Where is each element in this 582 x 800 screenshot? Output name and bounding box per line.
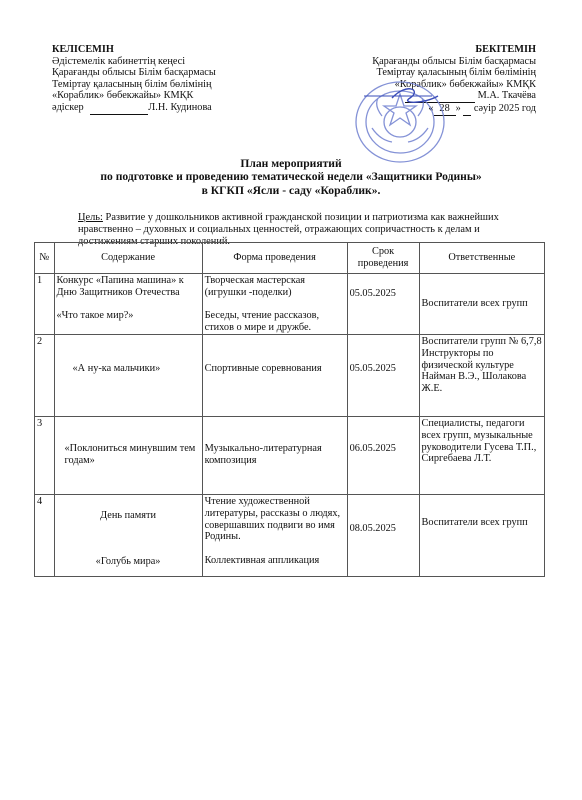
left-methodist-name: Л.Н. Кудинова xyxy=(148,101,212,113)
goal-label: Цель: xyxy=(78,212,103,223)
official-seal-icon xyxy=(352,76,448,166)
approval-left-block xyxy=(52,44,302,115)
row-content xyxy=(54,495,202,577)
content-text: Конкурс «Папина машина» к Дню Защитников Отечества xyxy=(56,275,184,298)
row-date: 08.05.2025 xyxy=(347,495,419,577)
row-content: «Поклониться минувшим тем годам» xyxy=(54,417,202,495)
table-row xyxy=(35,335,545,417)
title-line-3: в КГКП «Ясли - саду «Кораблик». xyxy=(201,183,381,197)
row-form: Музыкально-литературная композиция xyxy=(202,417,347,495)
left-line-2: Қарағанды облысы Білім басқармасы xyxy=(52,67,216,79)
row-responsible: Воспитатели всех групп xyxy=(419,495,544,577)
form-text: Творческая мастерская (игрушки -поделки) xyxy=(204,275,306,298)
row-responsible: Воспитатели групп № 6,7,8 Инструкторы по физической культуре Найман В.Э., Шолакова Ж.Е. xyxy=(419,335,544,417)
left-line-3: Теміртау қаласының білім бөлімінің xyxy=(52,78,212,90)
left-line-1: Әдістемелік кабинеттің кеңесі xyxy=(52,55,186,67)
row-number: 3 xyxy=(35,417,55,495)
table-header-row xyxy=(35,243,545,274)
row-date: 05.05.2025 xyxy=(347,335,419,417)
row-number: 4 xyxy=(35,495,55,577)
title-line-1: План мероприятий xyxy=(240,157,342,170)
events-table xyxy=(34,242,545,577)
form-text: Чтение художественной литературы, рассказы о людях, совершавших подвиги во имя Родины. xyxy=(204,496,341,543)
row-form xyxy=(202,274,347,335)
date-day: 28 xyxy=(434,103,456,116)
date-open-quote: « xyxy=(428,102,434,114)
content-text: День памяти xyxy=(100,510,156,522)
row-responsible: Воспитатели всех групп xyxy=(419,274,544,335)
row-content xyxy=(54,274,202,335)
form-text: Коллективная аппликация xyxy=(204,554,320,566)
left-signature-line xyxy=(90,102,148,115)
row-form: Спортивные соревнования xyxy=(202,335,347,417)
table-row xyxy=(35,417,545,495)
content-text: «Голубь мира» xyxy=(95,555,161,567)
goal-text: Развитие у дошкольников активной гражданской позиции и патриотизма как важнейших нравственно – духовных и социальных ценностей, отражающих сопричастность к делам и достижениям старших поколений. xyxy=(78,212,499,248)
right-block-title: БЕКІТЕМІН xyxy=(475,44,536,55)
left-line-5 xyxy=(52,102,302,115)
row-date: 05.05.2025 xyxy=(347,274,419,335)
title-line-2: по подготовке и проведению тематической недели «Защитники Родины» xyxy=(100,170,482,184)
row-number: 1 xyxy=(35,274,55,335)
right-line-3: «Кораблик» бөбекжайы» КМҚК xyxy=(394,78,536,90)
row-form xyxy=(202,495,347,577)
table-row xyxy=(35,495,545,577)
header-form: Форма проведения xyxy=(202,243,347,274)
table-row xyxy=(35,274,545,335)
date-gap-line xyxy=(463,103,471,116)
left-block-title: КЕЛІСЕМІН xyxy=(52,44,114,55)
header-date: Срок проведения xyxy=(347,243,419,274)
row-responsible: Специалисты, педагоги всех групп, музыкальные руководители Гусева Т.П., Сиргебаева Л.Т. xyxy=(419,417,544,495)
header-number: № xyxy=(35,243,55,274)
form-text: Беседы, чтение рассказов, стихов о мире и дружбе. xyxy=(204,310,320,333)
right-line-1: Қарағанды облысы Білім басқармасы xyxy=(372,55,536,67)
row-content: «А ну-ка мальчики» xyxy=(54,335,202,417)
date-close-quote: » xyxy=(455,102,461,114)
left-line-4: «Кораблик» бөбекжайы» КМҚК xyxy=(52,90,194,102)
right-line-2: Теміртау қаласының білім бөлімінің xyxy=(376,67,536,79)
right-director-name: М.А. Ткачёва xyxy=(477,90,536,102)
row-date: 06.05.2025 xyxy=(347,417,419,495)
header-content: Содержание xyxy=(54,243,202,274)
left-methodist-label: әдіскер xyxy=(52,101,84,113)
row-number: 2 xyxy=(35,335,55,417)
content-text: «Что такое мир?» xyxy=(56,310,134,322)
date-month-year: сәуір 2025 год xyxy=(473,102,536,114)
document-title xyxy=(0,157,582,197)
header-responsible: Ответственные xyxy=(419,243,544,274)
